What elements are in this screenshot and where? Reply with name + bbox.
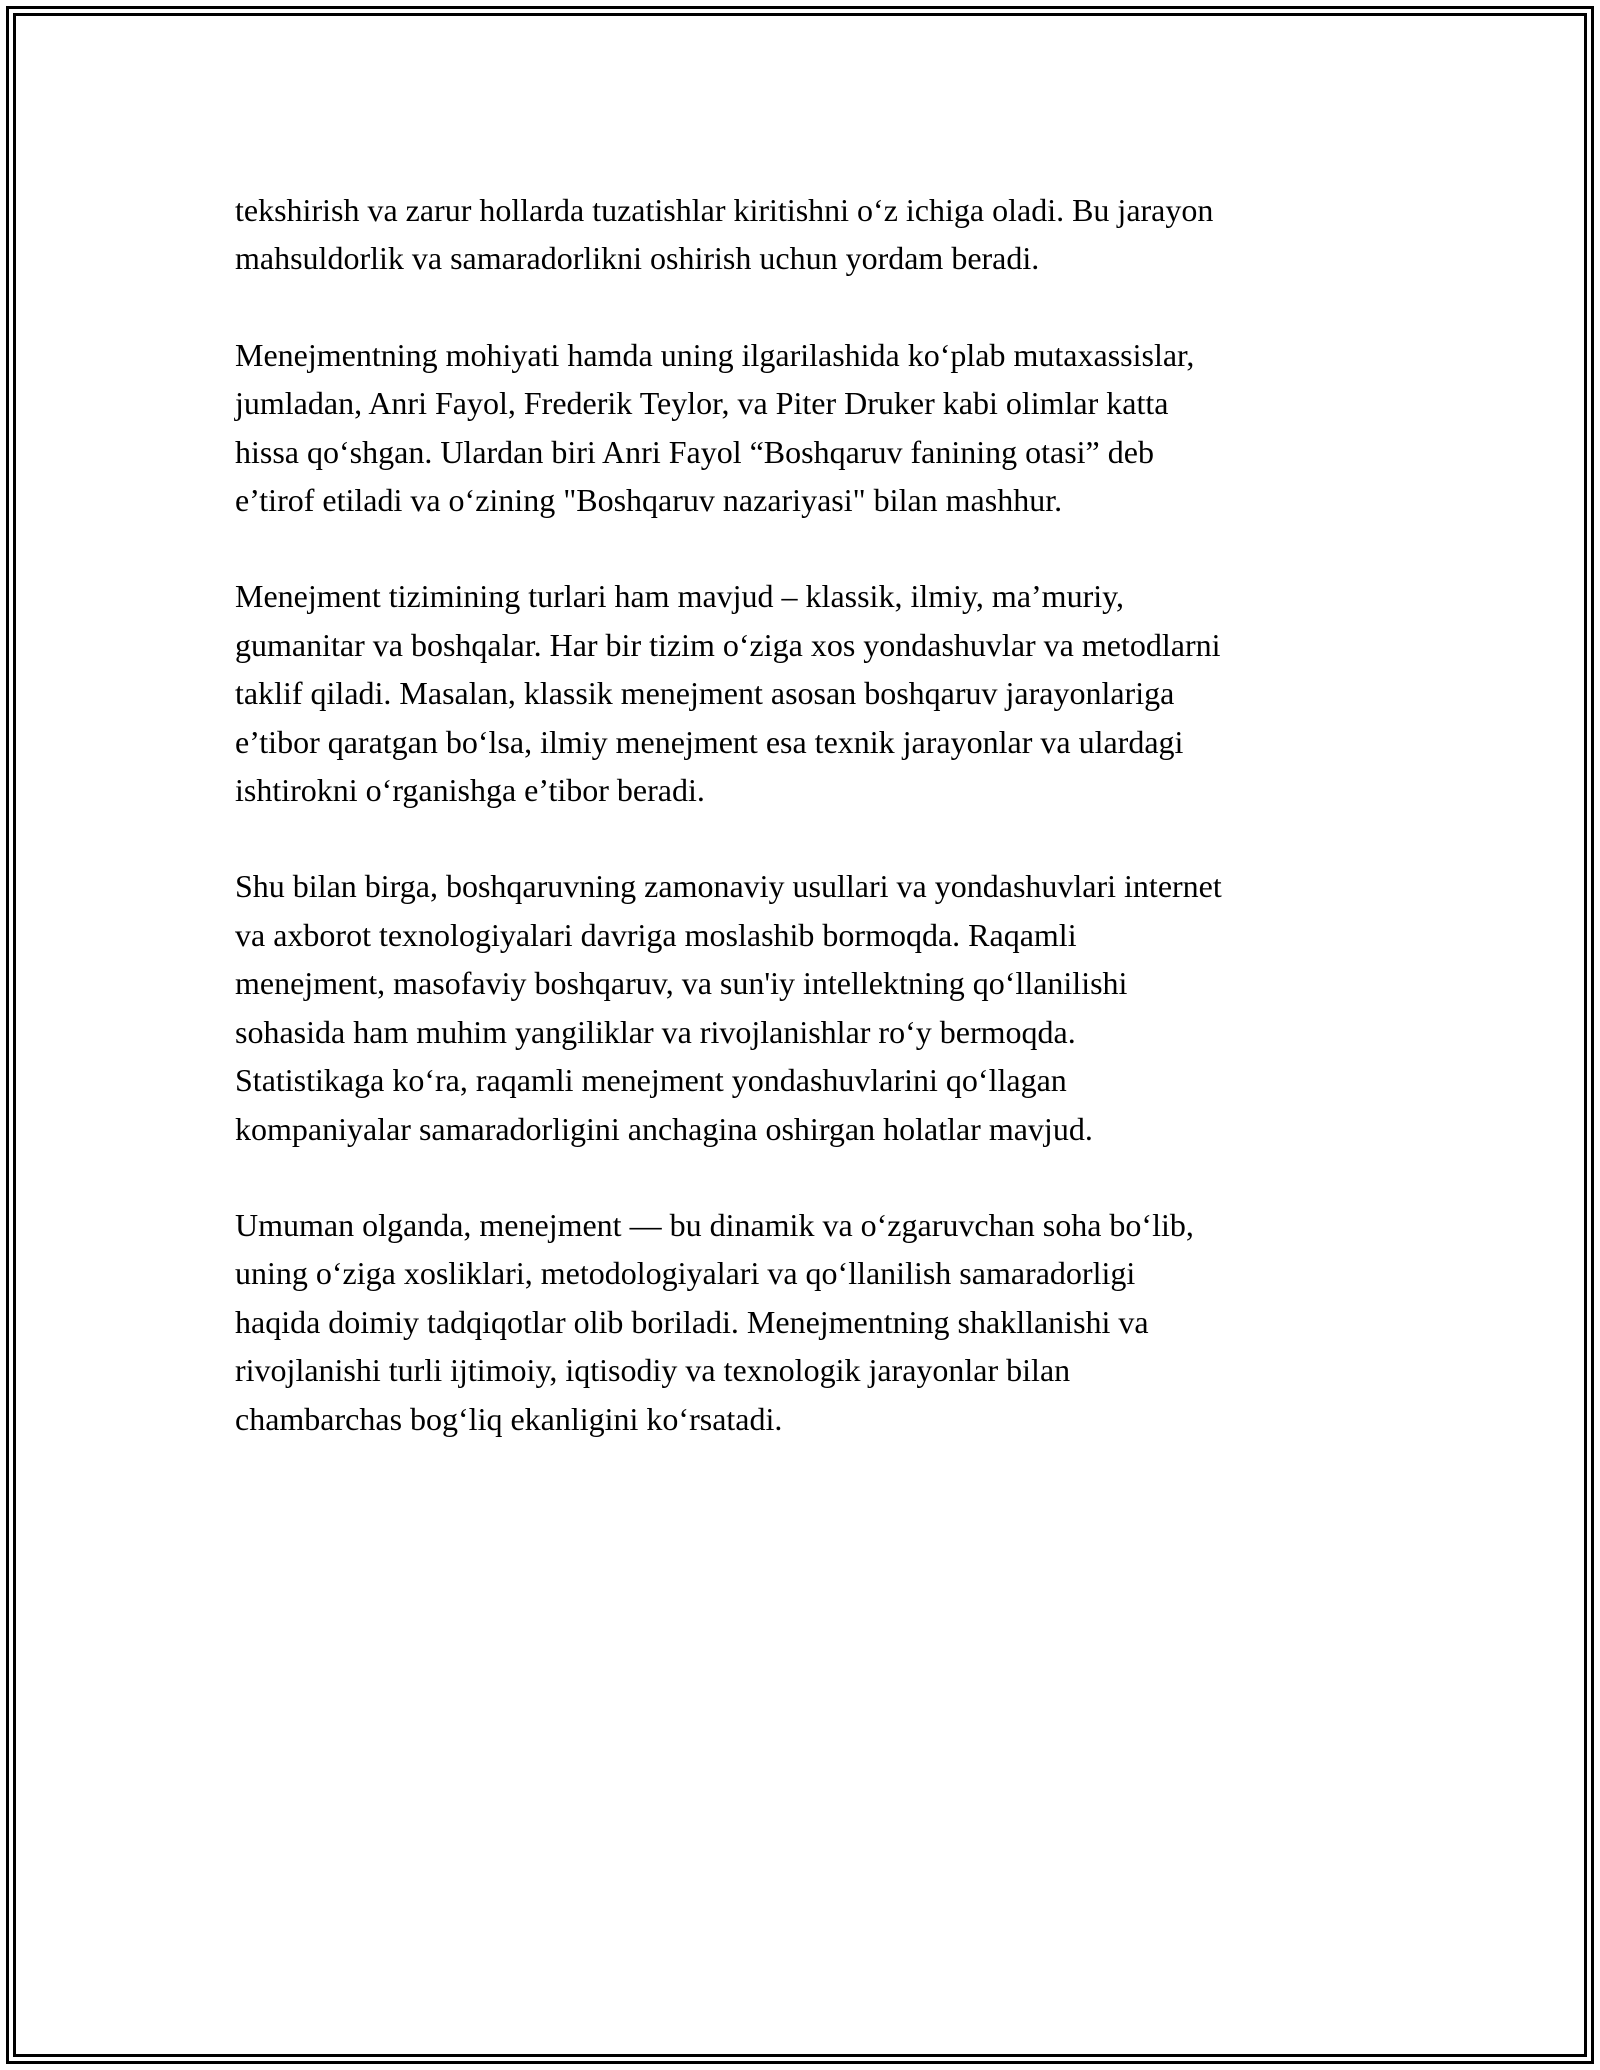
paragraph-5: Umuman olganda, menejment — bu dinamik va o‘zgaruvchan soha bo‘lib, uning o‘ziga xosliklari, metodologiyalari va qo‘llanilish samaradorligi haqida doimiy tadqiqotlar olib boriladi. Menejmentning shakllanishi va rivojlanishi turli ijtimoiy, iqtisodiy va texnologik jarayonlar bilan chambarchas bog‘liq ekanligini ko‘rsatadi. [235,1206,1194,1437]
paragraph-2: Menejmentning mohiyati hamda uning ilgarilashida ko‘plab mutaxassislar, jumladan, Anri Fayol, Frederik Teylor, va Piter Druker kabi olimlar katta hissa qo‘shgan. Ulardan biri Anri Fayol “Boshqaruv fanining otasi” deb e’tirof etiladi va o‘zining "Boshqaruv nazariyasi" bilan mashhur. [235,336,1195,519]
paragraph-3: Menejment tizimining turlari ham mavjud – klassik, ilmiy, ma’muriy, gumanitar va boshqalar. Har bir tizim o‘ziga xos yondashuvlar va metodlarni taklif qiladi. Masalan, klassik menejment asosan boshqaruv jarayonlariga e’tibor qaratgan bo‘lsa, ilmiy menejment esa texnik jarayonlar va ulardagi ishtirokni o‘rganishga e’tibor beradi. [235,578,1221,809]
document-body [235,186,1375,1491]
paragraph-1: tekshirish va zarur hollarda tuzatishlar kiritishni o‘z ichiga oladi. Bu jarayon mahsuldorlik va samaradorlikni oshirish uchun yordam beradi. [235,192,1214,277]
paragraph-4: Shu bilan birga, boshqaruvning zamonaviy usullari va yondashuvlari internet va axborot texnologiyalari davriga moslashib bormoqda. Raqamli menejment, masofaviy boshqaruv, va sun'iy intellektning qo‘llanilishi sohasida ham muhim yangiliklar va rivojlanishlar ro‘y bermoqda. Statistikaga ko‘ra, raqamli menejment yondashuvlarini qo‘llagan kompaniyalar samaradorligini anchagina oshirgan holatlar mavjud. [235,868,1222,1147]
